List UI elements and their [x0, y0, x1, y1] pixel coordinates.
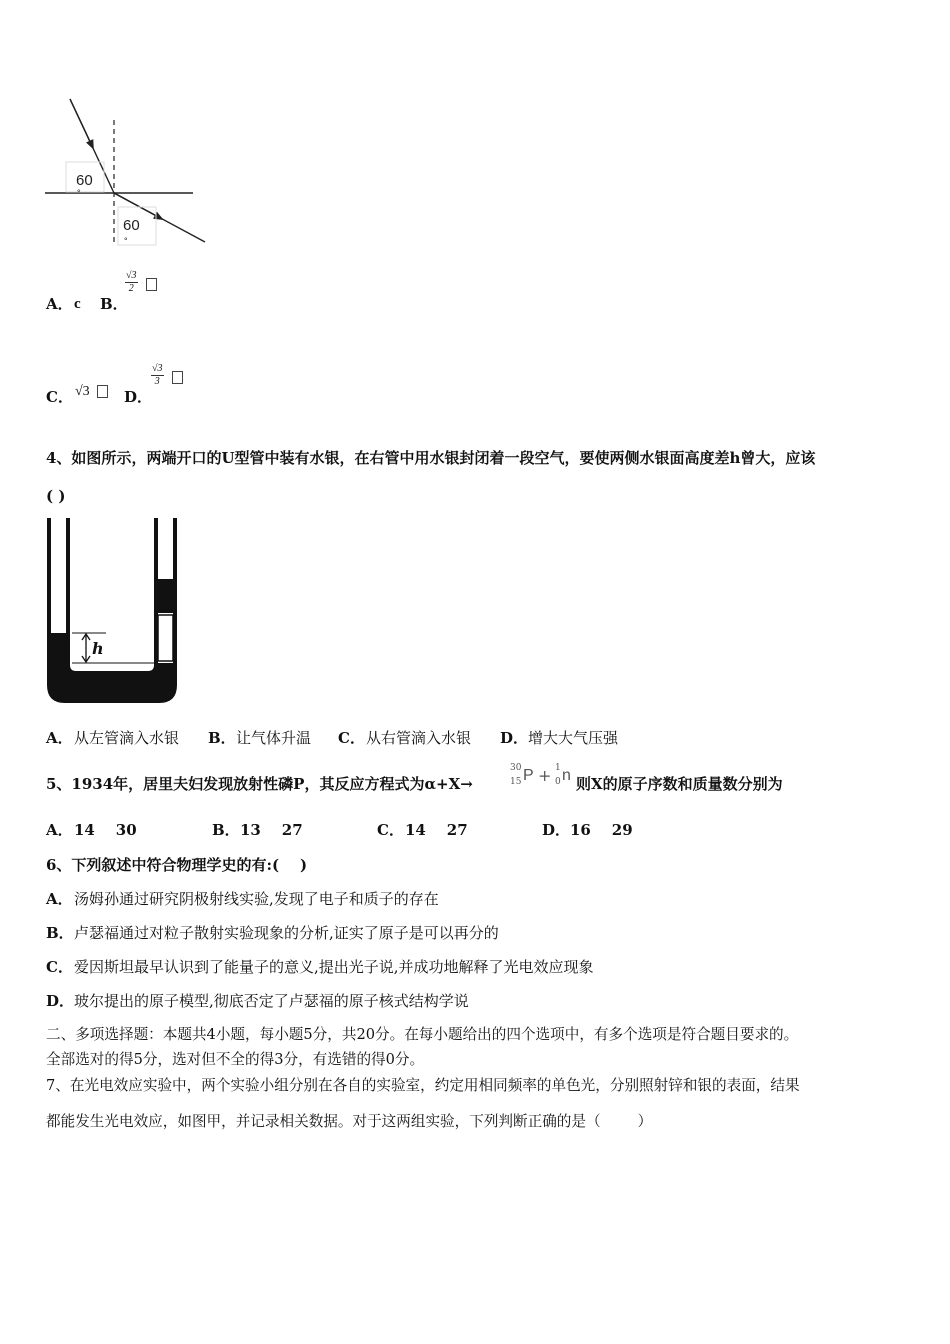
q6-option-d-label: D． [46, 992, 75, 1010]
placeholder-box-icon [172, 371, 183, 384]
degree-mark-bottom: ° [124, 236, 128, 246]
n-atomic-number: 0 [555, 777, 561, 787]
q5-option-b-text: 13 27 [240, 821, 303, 839]
q5-option-b-label: B． [212, 821, 240, 839]
q7-stem-line2: 都能发生光电效应，如图甲，并记录相关数据。对于这两组实验，下列判断正确的是（ ） [46, 1113, 653, 1130]
q5-option-a-text: 14 30 [74, 821, 137, 839]
option-d-label: D． [124, 388, 153, 406]
q4-option-c-text: 从右管滴入水银 [366, 729, 472, 747]
q4-option-d-text: 增大大气压强 [528, 729, 619, 747]
section2-heading-line2: 全部选对的得5分，选对但不全的得3分，有选错的得0分。 [46, 1051, 425, 1068]
placeholder-box-icon [97, 385, 108, 398]
q6-option-a-text: 汤姆孙通过研究阴极射线实验,发现了电子和质子的存在 [74, 890, 439, 908]
option-c-value: √3 [75, 384, 90, 399]
section2-heading-line1: 二、多项选择题：本题共4小题，每小题5分，共20分。在每小题给出的四个选项中，有多个选项是符合题目要求的。 [46, 1026, 799, 1043]
q4-option-c-label: C． [338, 729, 365, 747]
fraction-denominator: 3 [154, 376, 160, 387]
mercury-plug [156, 579, 175, 613]
refracted-arrow [114, 193, 162, 219]
option-b-fraction [125, 270, 138, 295]
q5-stem-pre: 5、1934年，居里夫妇发现放射性磷P，其反应方程式为α+X→ [46, 775, 473, 793]
angle-label-bottom: 60 [123, 217, 140, 234]
option-b-label: B． [100, 295, 128, 313]
option-a-label: A． [46, 295, 73, 313]
q4-option-a-label: A． [46, 729, 73, 747]
q6-stem: 6、下列叙述中符合物理学史的有:( ) [46, 856, 308, 874]
p-symbol: P [523, 767, 534, 784]
refraction-diagram [40, 95, 215, 250]
p-mass-number: 30 [510, 763, 522, 773]
q5-option-d-label: D． [542, 821, 571, 839]
p-atomic-number: 15 [510, 777, 522, 787]
q5-option-c-text: 14 27 [405, 821, 468, 839]
q5-option-a-label: A． [46, 821, 73, 839]
plus-sign: + [538, 766, 552, 785]
option-a-value: c [74, 296, 81, 312]
u-tube-inner-wall [68, 518, 156, 673]
angle-label-top: 60 [76, 172, 93, 189]
mercury-left-column [49, 633, 68, 673]
q5-option-d-text: 16 29 [570, 821, 633, 839]
q4-option-b-label: B． [208, 729, 236, 747]
option-d-fraction [151, 363, 164, 388]
placeholder-box-icon [146, 278, 157, 291]
fraction-numerator: √3 [126, 270, 137, 281]
incident-arrow [70, 99, 93, 148]
q6-option-c-text: 爱因斯坦最早认识到了能量子的意义,提出光子说,并成功地解释了光电效应现象 [74, 958, 594, 976]
q4-stem: 4、如图所示，两端开口的U型管中装有水银，在右管中用水银封闭着一段空气，要使两侧水银面高度差h曾大，应该 [46, 449, 816, 467]
q5-option-c-label: C． [377, 821, 404, 839]
degree-mark-top: ° [77, 188, 81, 198]
q6-option-b-label: B． [46, 924, 74, 942]
q4-option-a-text: 从左管滴入水银 [74, 729, 180, 747]
option-c-label: C． [46, 388, 73, 406]
n-symbol: n [562, 767, 571, 784]
q6-option-a-label: A． [46, 890, 73, 908]
fraction-denominator: 2 [128, 283, 134, 294]
q4-option-d-label: D． [500, 729, 529, 747]
fraction-numerator: √3 [152, 363, 163, 374]
trapped-air [158, 615, 173, 661]
height-label: h [92, 639, 104, 658]
q5-stem-post: 则X的原子序数和质量数分别为 [576, 775, 783, 793]
u-tube-diagram [46, 515, 178, 705]
q7-stem-line1: 7、在光电效应实验中，两个实验小组分别在各自的实验室，约定用相同频率的单色光，分别照射锌和银的表面，结果 [46, 1077, 800, 1094]
q4-paren: ( ) [46, 487, 66, 505]
q6-option-c-label: C． [46, 958, 73, 976]
q6-option-d-text: 玻尔提出的原子模型,彻底否定了卢瑟福的原子核式结构学说 [74, 992, 469, 1010]
q6-option-b-text: 卢瑟福通过对粒子散射实验现象的分析,证实了原子是可以再分的 [74, 924, 499, 942]
mercury-right-column [156, 663, 175, 675]
n-mass-number: 1 [555, 763, 561, 773]
q4-option-b-text: 让气体升温 [236, 729, 312, 747]
